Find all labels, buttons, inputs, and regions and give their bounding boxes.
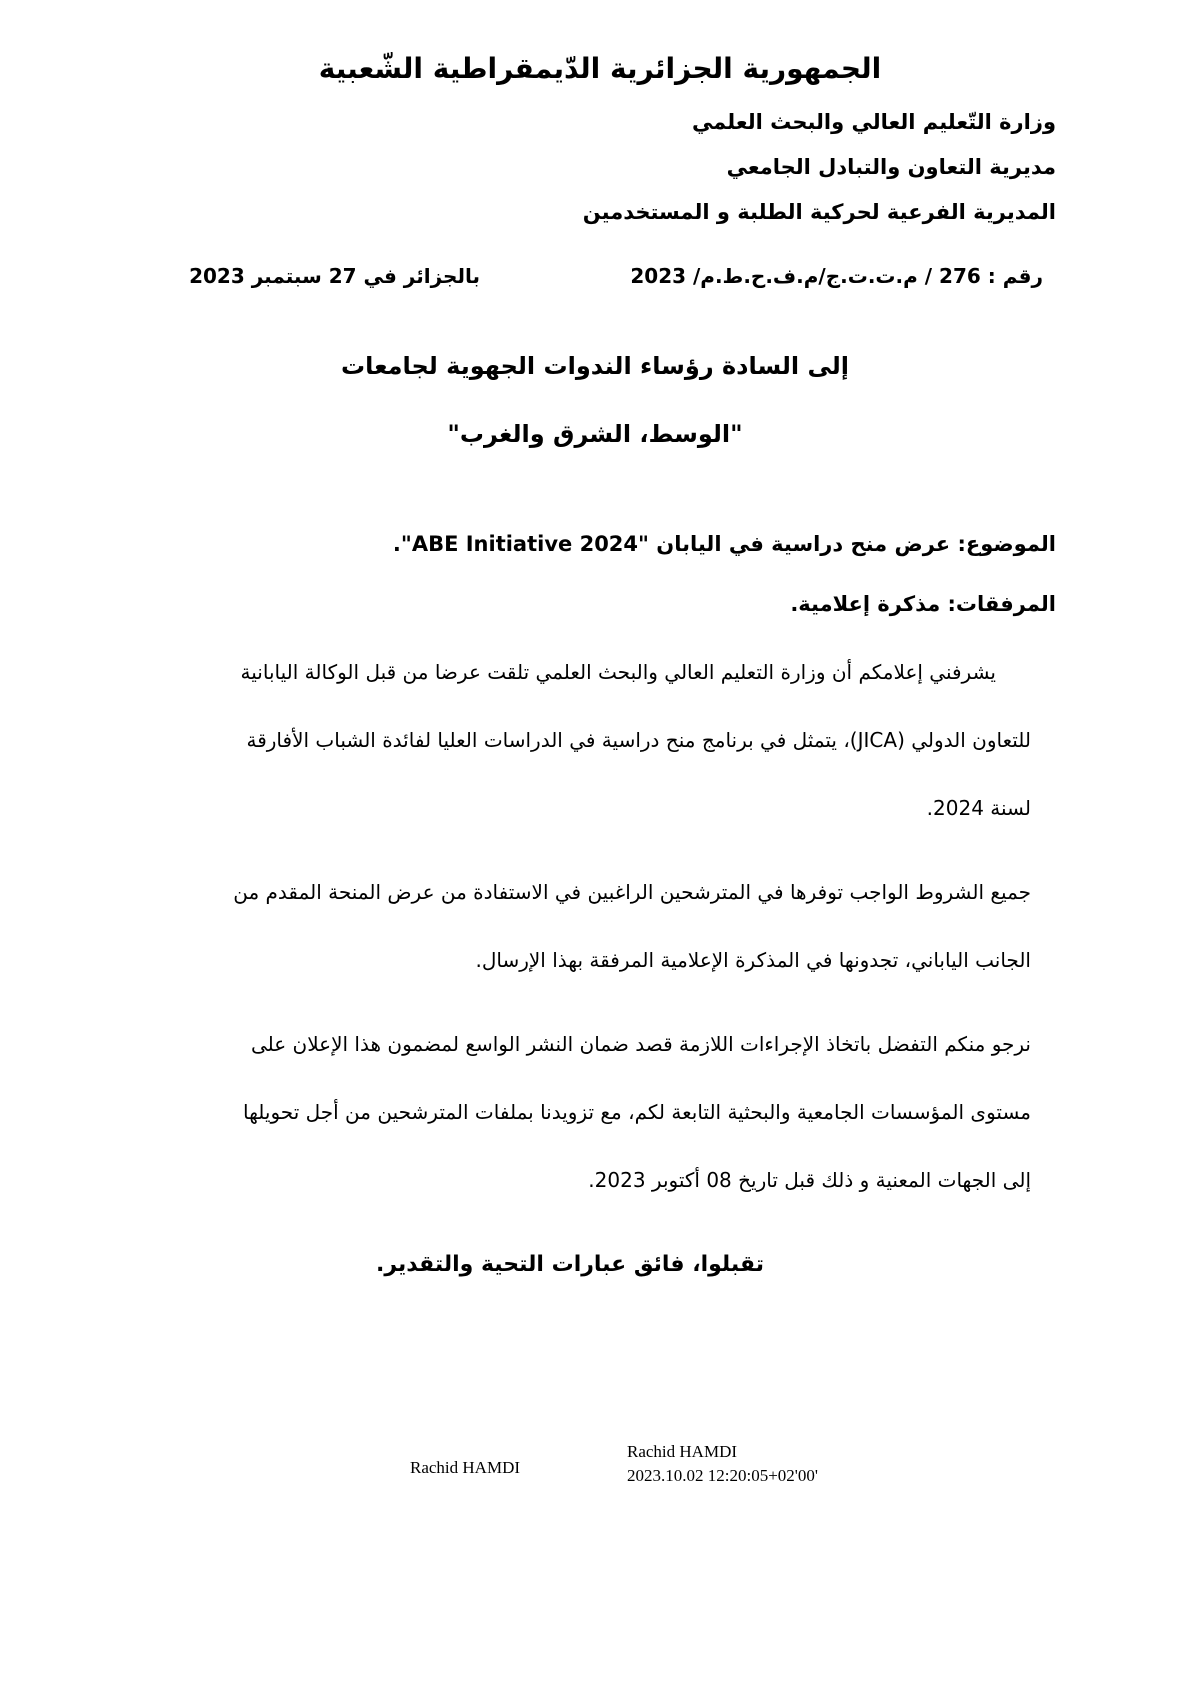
attachments-line: المرفقات: مذكرة إعلامية. — [790, 592, 1056, 616]
subject-line: الموضوع: عرض منح دراسية في اليابان "ABE Initiative 2024". — [392, 532, 1056, 556]
ministry-name: وزارة التّعليم العالي والبحث العلمي — [691, 110, 1056, 134]
republic-header: الجمهورية الجزائرية الدّيمقراطية الشّعبية — [318, 52, 882, 85]
signature-timestamp: 2023.10.02 12:20:05+02'00' — [627, 1466, 818, 1485]
signature-name-right: Rachid HAMDI — [627, 1442, 738, 1461]
body-paragraph-1-line-3: لسنة 2024. — [926, 796, 1031, 820]
body-paragraph-1-line-1: يشرفني إعلامكم أن وزارة التعليم العالي والبحث العلمي تلقت عرضا من قبل الوكالة اليابانية — [240, 660, 996, 684]
body-paragraph-3-line-3: إلى الجهات المعنية و ذلك قبل تاريخ 08 أكتوبر 2023. — [588, 1168, 1031, 1192]
closing-salutation: تقبلوا، فائق عبارات التحية والتقدير. — [376, 1252, 764, 1277]
addressee-line-2: "الوسط، الشرق والغرب" — [447, 420, 743, 448]
body-paragraph-2-line-2: الجانب الياباني، تجدونها في المذكرة الإعلامية المرفقة بهذا الإرسال. — [475, 948, 1031, 972]
directorate-name: مديرية التعاون والتبادل الجامعي — [726, 155, 1056, 179]
subdirectorate-name: المديرية الفرعية لحركية الطلبة و المستخدمين — [582, 200, 1056, 224]
body-paragraph-3-line-2: مستوى المؤسسات الجامعية والبحثية التابعة لكم، مع تزويدنا بملفات المترشحين من أجل تحويلها — [242, 1100, 1031, 1124]
body-paragraph-2-line-1: جميع الشروط الواجب توفرها في المترشحين الراغبين في الاستفادة من عرض المنحة المقدم من — [233, 880, 1031, 904]
body-paragraph-3-line-1: نرجو منكم التفضل باتخاذ الإجراءات اللازمة قصد ضمان النشر الواسع لمضمون هذا الإعلان على — [250, 1032, 1031, 1056]
place-and-date: بالجزائر في 27 سبتمبر 2023 — [189, 264, 480, 288]
body-paragraph-1-line-2: للتعاون الدولي (JICA)، يتمثل في برنامج منح دراسية في الدراسات العليا لفائدة الشباب الأفارقة — [246, 728, 1031, 752]
reference-number: رقم : 276 / م.ت.ت.ج/م.ف.ح.ط.م/ 2023 — [630, 264, 1043, 288]
signature-name-left: Rachid HAMDI — [410, 1458, 521, 1477]
addressee-line-1: إلى السادة رؤساء الندوات الجهوية لجامعات — [340, 352, 850, 380]
